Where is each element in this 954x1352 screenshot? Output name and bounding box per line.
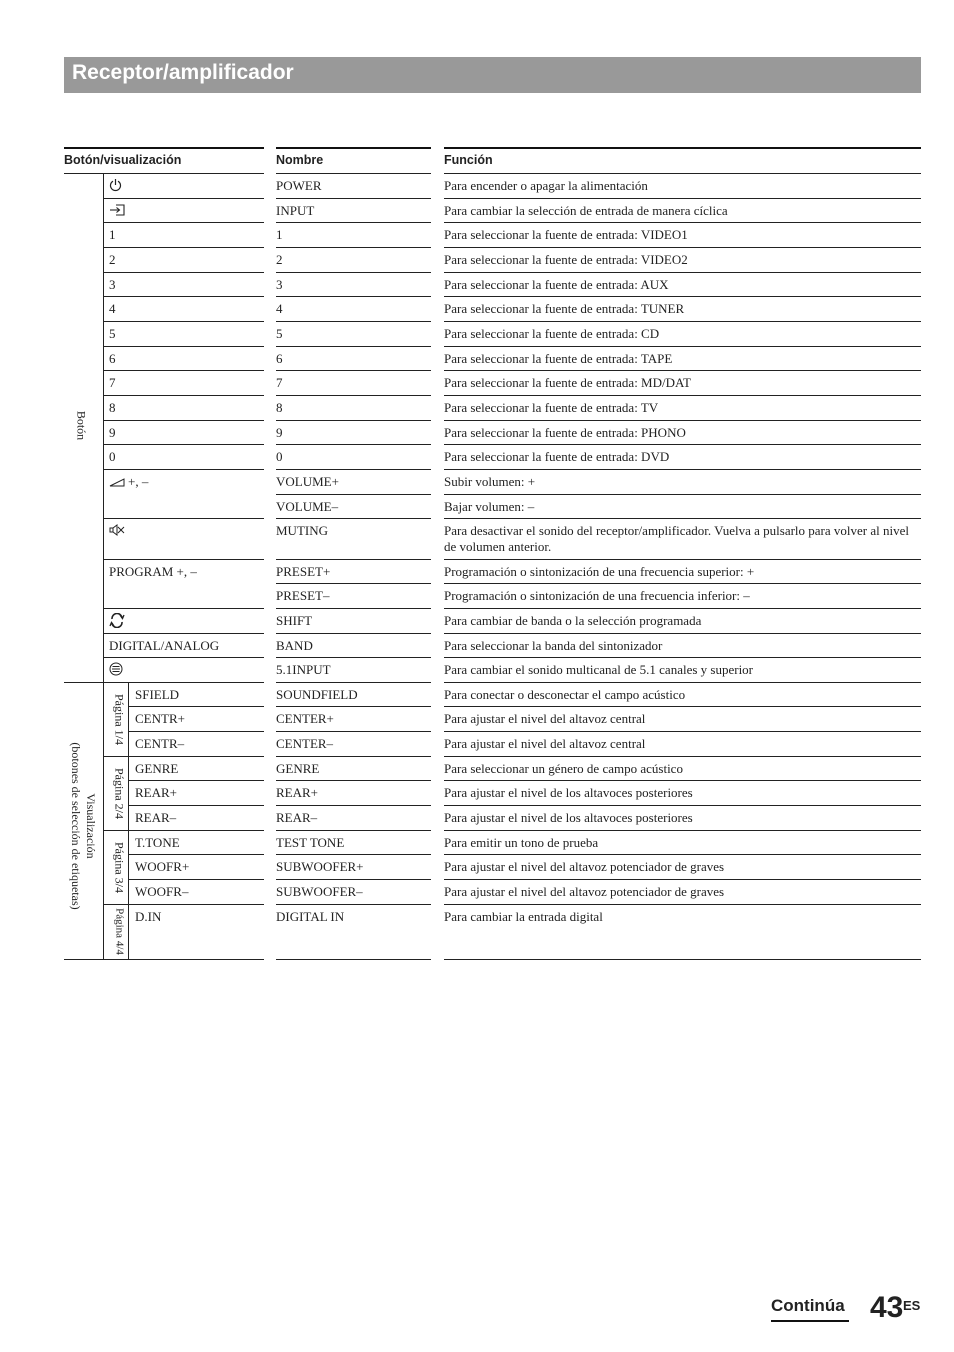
row-rule-button	[103, 272, 264, 273]
function-cell: Para ajustar el nivel de los altavoces posteriores	[444, 785, 693, 800]
name-cell: PRESET–	[276, 588, 330, 603]
row-rule-name	[276, 395, 431, 396]
page-label-2: Página 2/4	[112, 768, 127, 819]
name-cell: 0	[276, 449, 283, 464]
name-cell: 3	[276, 277, 283, 292]
button-cell: REAR+	[135, 785, 178, 800]
row-rule-button	[128, 805, 264, 806]
function-cell: Para cambiar la selección de entrada de manera cíclica	[444, 203, 728, 218]
function-cell: Para ajustar el nivel del altavoz central	[444, 736, 646, 751]
name-cell: REAR–	[276, 810, 318, 825]
function-cell: Programación o sintonización de una frecuencia superior: +	[444, 564, 755, 579]
function-cell: Para seleccionar la fuente de entrada: VIDEO1	[444, 227, 688, 242]
function-cell: Subir volumen: +	[444, 474, 536, 489]
function-cell: Para seleccionar la fuente de entrada: DVD	[444, 449, 670, 464]
group-label-visualizacion: Visualización (botones de selección de etiquetas)	[69, 742, 98, 910]
header-rule-function	[444, 147, 921, 149]
header-button: Botón/visualización	[64, 153, 182, 167]
input-icon	[109, 203, 126, 221]
row-rule-function	[444, 559, 921, 560]
row-rule-button	[64, 173, 264, 174]
function-cell: Para cambiar el sonido multicanal de 5.1 canales y superior	[444, 662, 754, 677]
name-cell: CENTER+	[276, 711, 334, 726]
row-rule-name	[276, 904, 431, 905]
function-cell: Para emitir un tono de prueba	[444, 835, 599, 850]
row-rule-name	[276, 559, 431, 560]
vline-group-divider	[103, 173, 104, 959]
function-cell: Para ajustar el nivel del altavoz central	[444, 711, 646, 726]
header-rule-name	[276, 147, 431, 149]
row-rule-function	[444, 469, 921, 470]
table-bottom-rule-name	[276, 959, 431, 960]
continue-underline	[771, 1320, 849, 1322]
name-cell: 5	[276, 326, 283, 341]
row-rule-button	[103, 222, 264, 223]
row-rule-function	[444, 805, 921, 806]
row-rule-name	[276, 444, 431, 445]
row-rule-function	[444, 756, 921, 757]
volume-icon	[109, 474, 125, 492]
row-rule-function	[444, 222, 921, 223]
row-rule-name	[276, 198, 431, 199]
row-rule-function	[444, 346, 921, 347]
button-cell: 4	[109, 301, 116, 316]
row-rule-name	[276, 682, 431, 683]
button-cell: 7	[109, 375, 116, 390]
row-rule-name	[276, 370, 431, 371]
shift-icon	[109, 613, 125, 633]
button-cell: GENRE	[135, 761, 179, 776]
row-rule-function	[444, 608, 921, 609]
row-rule-name	[276, 830, 431, 831]
function-cell: Para seleccionar la fuente de entrada: AUX	[444, 277, 669, 292]
row-rule-button	[128, 706, 264, 707]
function-cell: Para conectar o desconectar el campo acústico	[444, 687, 686, 702]
row-rule-name	[276, 657, 431, 658]
page-lang-code: ES	[903, 1298, 921, 1313]
name-cell: MUTING	[276, 523, 328, 538]
section-banner	[64, 57, 921, 93]
row-rule-name	[276, 296, 431, 297]
row-rule-function	[444, 395, 921, 396]
name-cell: SOUNDFIELD	[276, 687, 358, 702]
row-rule-function	[444, 879, 921, 880]
name-cell: PRESET+	[276, 564, 331, 579]
vline-page-divider	[128, 682, 129, 959]
button-cell: CENTR+	[135, 711, 185, 726]
button-cell: CENTR–	[135, 736, 185, 751]
button-cell: 5	[109, 326, 116, 341]
button-cell: D.IN	[135, 909, 162, 924]
function-cell: Para cambiar de banda o la selección programada	[444, 613, 702, 628]
function-cell: Para ajustar el nivel del altavoz potenciador de graves	[444, 884, 725, 899]
row-rule-button	[103, 420, 264, 421]
name-cell: 6	[276, 351, 283, 366]
table-bottom-rule-button	[64, 959, 264, 960]
name-cell: SUBWOOFER–	[276, 884, 363, 899]
row-rule-function	[444, 321, 921, 322]
name-cell: CENTER–	[276, 736, 334, 751]
row-rule-button	[128, 780, 264, 781]
row-rule-name	[276, 805, 431, 806]
page-label-3: Página 3/4	[112, 842, 127, 893]
function-cell: Para seleccionar la fuente de entrada: VIDEO2	[444, 252, 688, 267]
page-rule	[103, 682, 128, 683]
row-rule-name	[276, 608, 431, 609]
function-cell: Para seleccionar la fuente de entrada: TAPE	[444, 351, 673, 366]
function-cell: Para seleccionar la fuente de entrada: TV	[444, 400, 659, 415]
row-rule-function	[444, 904, 921, 905]
row-rule-button	[103, 444, 264, 445]
button-cell: REAR–	[135, 810, 177, 825]
name-cell: POWER	[276, 178, 322, 193]
row-rule-name	[276, 854, 431, 855]
row-rule-function	[444, 272, 921, 273]
name-cell: 2	[276, 252, 283, 267]
row-rule-button	[103, 321, 264, 322]
row-rule-name	[276, 494, 431, 495]
row-rule-button	[103, 395, 264, 396]
function-cell: Para cambiar la entrada digital	[444, 909, 603, 924]
function-cell: Para ajustar el nivel de los altavoces posteriores	[444, 810, 693, 825]
muting-icon	[109, 523, 125, 541]
button-cell: WOOFR+	[135, 859, 190, 874]
row-rule-function	[444, 633, 921, 634]
row-rule-name	[276, 346, 431, 347]
name-cell: DIGITAL IN	[276, 909, 345, 924]
row-rule-name	[276, 420, 431, 421]
row-rule-name	[276, 756, 431, 757]
function-cell: Para seleccionar la fuente de entrada: MD/DAT	[444, 375, 691, 390]
button-cell: +, –	[128, 474, 149, 489]
row-rule-function	[444, 247, 921, 248]
row-rule-name	[276, 706, 431, 707]
row-rule-button	[103, 518, 264, 519]
row-rule-function	[444, 173, 921, 174]
name-cell: TEST TONE	[276, 835, 345, 850]
row-rule-function	[444, 854, 921, 855]
row-rule-button	[64, 682, 264, 683]
header-function: Función	[444, 153, 493, 167]
row-rule-button	[103, 633, 264, 634]
row-rule-name	[276, 731, 431, 732]
button-cell: WOOFR–	[135, 884, 189, 899]
name-cell: SHIFT	[276, 613, 313, 628]
button-cell: PROGRAM +, –	[109, 564, 197, 579]
function-cell: Para desactivar el sonido del receptor/amplificador. Vuelva a pulsarlo para volver al nivel de volumen anterior.	[444, 523, 909, 554]
name-cell: 1	[276, 227, 283, 242]
button-cell: 6	[109, 351, 116, 366]
section-title: Receptor/amplificador	[72, 61, 294, 84]
row-rule-function	[444, 583, 921, 584]
button-cell: 2	[109, 252, 116, 267]
row-rule-function	[444, 370, 921, 371]
name-cell: VOLUME+	[276, 474, 339, 489]
function-cell: Para ajustar el nivel del altavoz potenciador de graves	[444, 859, 725, 874]
row-rule-function	[444, 706, 921, 707]
header-rule-button	[64, 147, 264, 149]
function-cell: Para seleccionar un género de campo acústico	[444, 761, 683, 776]
row-rule-button	[103, 198, 264, 199]
row-rule-function	[444, 420, 921, 421]
row-rule-name	[276, 321, 431, 322]
name-cell: 7	[276, 375, 283, 390]
row-rule-name	[276, 222, 431, 223]
row-rule-function	[444, 296, 921, 297]
name-cell: 5.1INPUT	[276, 662, 331, 677]
row-rule-button	[103, 370, 264, 371]
header-name: Nombre	[276, 153, 324, 167]
row-rule-name	[276, 583, 431, 584]
row-rule-name	[276, 247, 431, 248]
name-cell: 8	[276, 400, 283, 415]
row-rule-button	[103, 296, 264, 297]
function-cell: Programación o sintonización de una frecuencia inferior: –	[444, 588, 750, 603]
name-cell: SUBWOOFER+	[276, 859, 364, 874]
function-cell: Para seleccionar la fuente de entrada: PHONO	[444, 425, 686, 440]
name-cell: REAR+	[276, 785, 319, 800]
row-rule-function	[444, 830, 921, 831]
button-cell: T.TONE	[135, 835, 180, 850]
power-icon	[109, 178, 122, 197]
row-rule-name	[276, 173, 431, 174]
name-cell: 4	[276, 301, 283, 316]
name-cell: VOLUME–	[276, 499, 339, 514]
row-rule-button	[128, 731, 264, 732]
button-cell: 8	[109, 400, 116, 415]
row-rule-function	[444, 444, 921, 445]
row-rule-button	[128, 879, 264, 880]
button-cell: SFIELD	[135, 687, 180, 702]
page-label-4: Página 4/4	[113, 908, 126, 955]
function-cell: Bajar volumen: –	[444, 499, 535, 514]
name-cell: BAND	[276, 638, 313, 653]
function-cell: Para encender o apagar la alimentación	[444, 178, 648, 193]
row-rule-function	[444, 657, 921, 658]
row-rule-button	[128, 854, 264, 855]
name-cell: 9	[276, 425, 283, 440]
row-rule-button	[103, 469, 264, 470]
button-cell: DIGITAL/ANALOG	[109, 638, 220, 653]
row-rule-name	[276, 879, 431, 880]
row-rule-name	[276, 780, 431, 781]
table-bottom-rule-function	[444, 959, 921, 960]
continue-label: Continúa	[771, 1296, 845, 1315]
row-rule-function	[444, 682, 921, 683]
row-rule-button	[103, 657, 264, 658]
button-cell: 9	[109, 425, 116, 440]
function-cell: Para seleccionar la fuente de entrada: TUNER	[444, 301, 685, 316]
row-rule-button	[103, 559, 264, 560]
name-cell: GENRE	[276, 761, 320, 776]
row-rule-function	[444, 494, 921, 495]
page-rule	[103, 830, 128, 831]
row-rule-name	[276, 518, 431, 519]
row-rule-button	[103, 608, 264, 609]
page-rule	[103, 756, 128, 757]
row-rule-name	[276, 469, 431, 470]
row-rule-button	[103, 346, 264, 347]
row-rule-name	[276, 272, 431, 273]
row-rule-button	[103, 247, 264, 248]
row-rule-function	[444, 518, 921, 519]
button-cell: 1	[109, 227, 116, 242]
button-cell: 3	[109, 277, 116, 292]
button-cell: 0	[109, 449, 116, 464]
row-rule-function	[444, 780, 921, 781]
row-rule-function	[444, 731, 921, 732]
name-cell: INPUT	[276, 203, 315, 218]
page-number: 43	[870, 1291, 904, 1324]
row-rule-function	[444, 198, 921, 199]
group-label-boton: Botón	[74, 410, 89, 441]
function-cell: Para seleccionar la banda del sintonizador	[444, 638, 663, 653]
function-cell: Para seleccionar la fuente de entrada: CD	[444, 326, 660, 341]
multichannel-icon	[109, 662, 123, 681]
page-label-1: Página 1/4	[112, 694, 127, 745]
row-rule-name	[276, 633, 431, 634]
